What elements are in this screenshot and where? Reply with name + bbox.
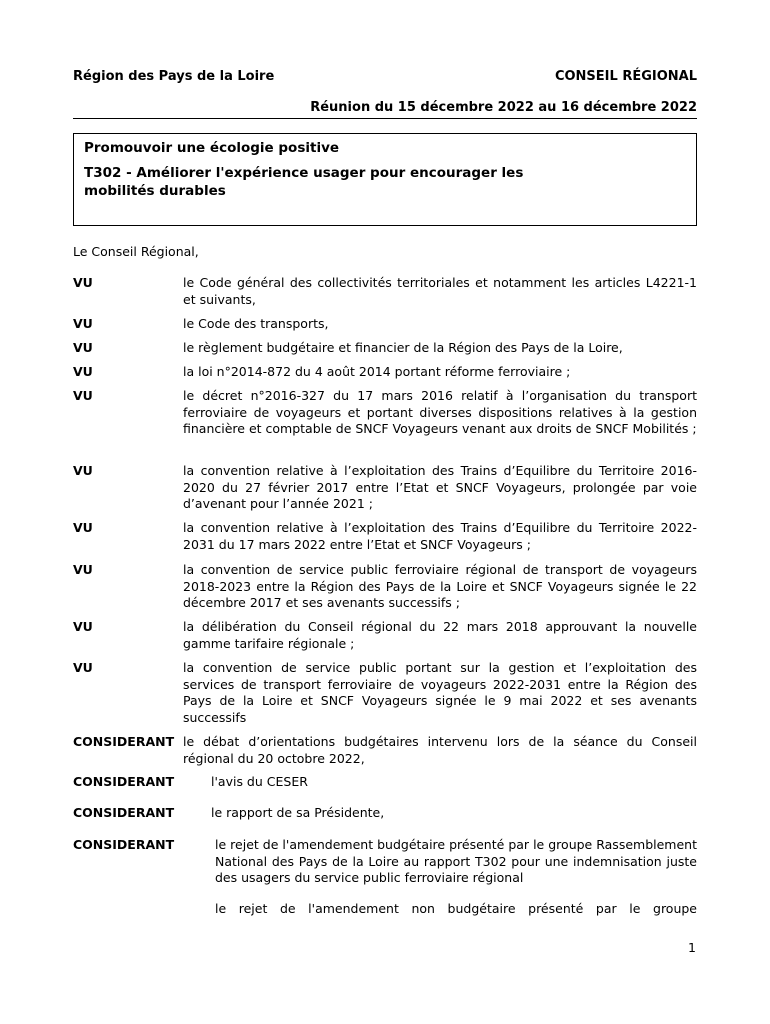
clause-label: VU [73,463,93,478]
clause-label: VU [73,340,93,355]
page-number: 1 [688,940,696,955]
clause-label: VU [73,562,93,577]
region-name: Région des Pays de la Loire [73,69,275,84]
clause-label: VU [73,660,93,675]
clause-label: VU [73,520,93,535]
clause-label: VU [73,619,93,634]
clause-label: VU [73,316,93,331]
clause-label: CONSIDERANT [73,734,175,749]
meeting-dates: Réunion du 15 décembre 2022 au 16 décembre 2022 [310,100,697,115]
subject-box [73,133,697,226]
clause-label: CONSIDERANT [73,837,175,852]
clause-text: la convention relative à l’exploitation des Trains d’Equilibre du Territoire 2022-2031 du 17 mars 2022 entre l’Etat et SNCF Voyageurs ; [183,520,697,552]
intro-text: Le Conseil Régional, [73,244,199,259]
clause-text: le rejet de l'amendement non budgétaire présenté par le groupe [215,901,697,916]
clause-label: VU [73,388,93,403]
clause-text: la convention relative à l’exploitation des Trains d’Equilibre du Territoire 2016-2020 du 27 février 2017 entre l’Etat et SNCF Voyageurs, prolongée par voie d’avenant pour l’année 2021 ; [183,463,697,511]
clause-text: la loi n°2014-872 du 4 août 2014 portant réforme ferroviaire ; [183,364,571,379]
subject-title: Promouvoir une écologie positive [84,140,340,156]
subject-subtitle: T302 - Améliorer l'expérience usager pour encourager les mobilités durables [84,165,524,199]
clause-label: CONSIDERANT [73,774,175,789]
clause-label: VU [73,275,93,290]
header-rule [73,118,697,119]
clause-text: la convention de service public portant sur la gestion et l’exploitation des services de transport ferroviaire de voyageurs 2022-2031 entre la Région des Pays de la Loire et SNCF Voyageurs signée le 9 mai 2022 et ses avenants successifs [183,660,697,725]
clause-text: le Code général des collectivités territoriales et notamment les articles L4221-1 et suivants, [183,275,697,307]
clause-text: l'avis du CESER [211,774,308,789]
clause-label: VU [73,364,93,379]
clause-label: CONSIDERANT [73,805,175,820]
clause-text: le Code des transports, [183,316,329,331]
clause-text: le décret n°2016-327 du 17 mars 2016 relatif à l’organisation du transport ferroviaire de voyageurs et portant diverses dispositions relatives à la gestion financière et comptable de SNCF Voyageurs venant aux droits de SNCF Mobilités ; [183,388,697,436]
clause-text: la délibération du Conseil régional du 22 mars 2018 approuvant la nouvelle gamme tarifaire régionale ; [183,619,697,651]
council-name: CONSEIL RÉGIONAL [554,69,697,84]
clause-text: le rapport de sa Présidente, [211,805,385,820]
clause-text: le débat d’orientations budgétaires intervenu lors de la séance du Conseil régional du 20 octobre 2022, [183,734,697,766]
clause-text: la convention de service public ferroviaire régional de transport de voyageurs 2018-2023 entre la Région des Pays de la Loire et SNCF Voyageurs signée le 22 décembre 2017 et ses avenants successifs ; [183,562,697,610]
clause-text: le règlement budgétaire et financier de la Région des Pays de la Loire, [183,340,623,355]
clause-text: le rejet de l'amendement budgétaire présenté par le groupe Rassemblement National des Pays de la Loire au rapport T302 pour une indemnisation juste des usagers du service public ferroviaire régional [215,837,697,885]
